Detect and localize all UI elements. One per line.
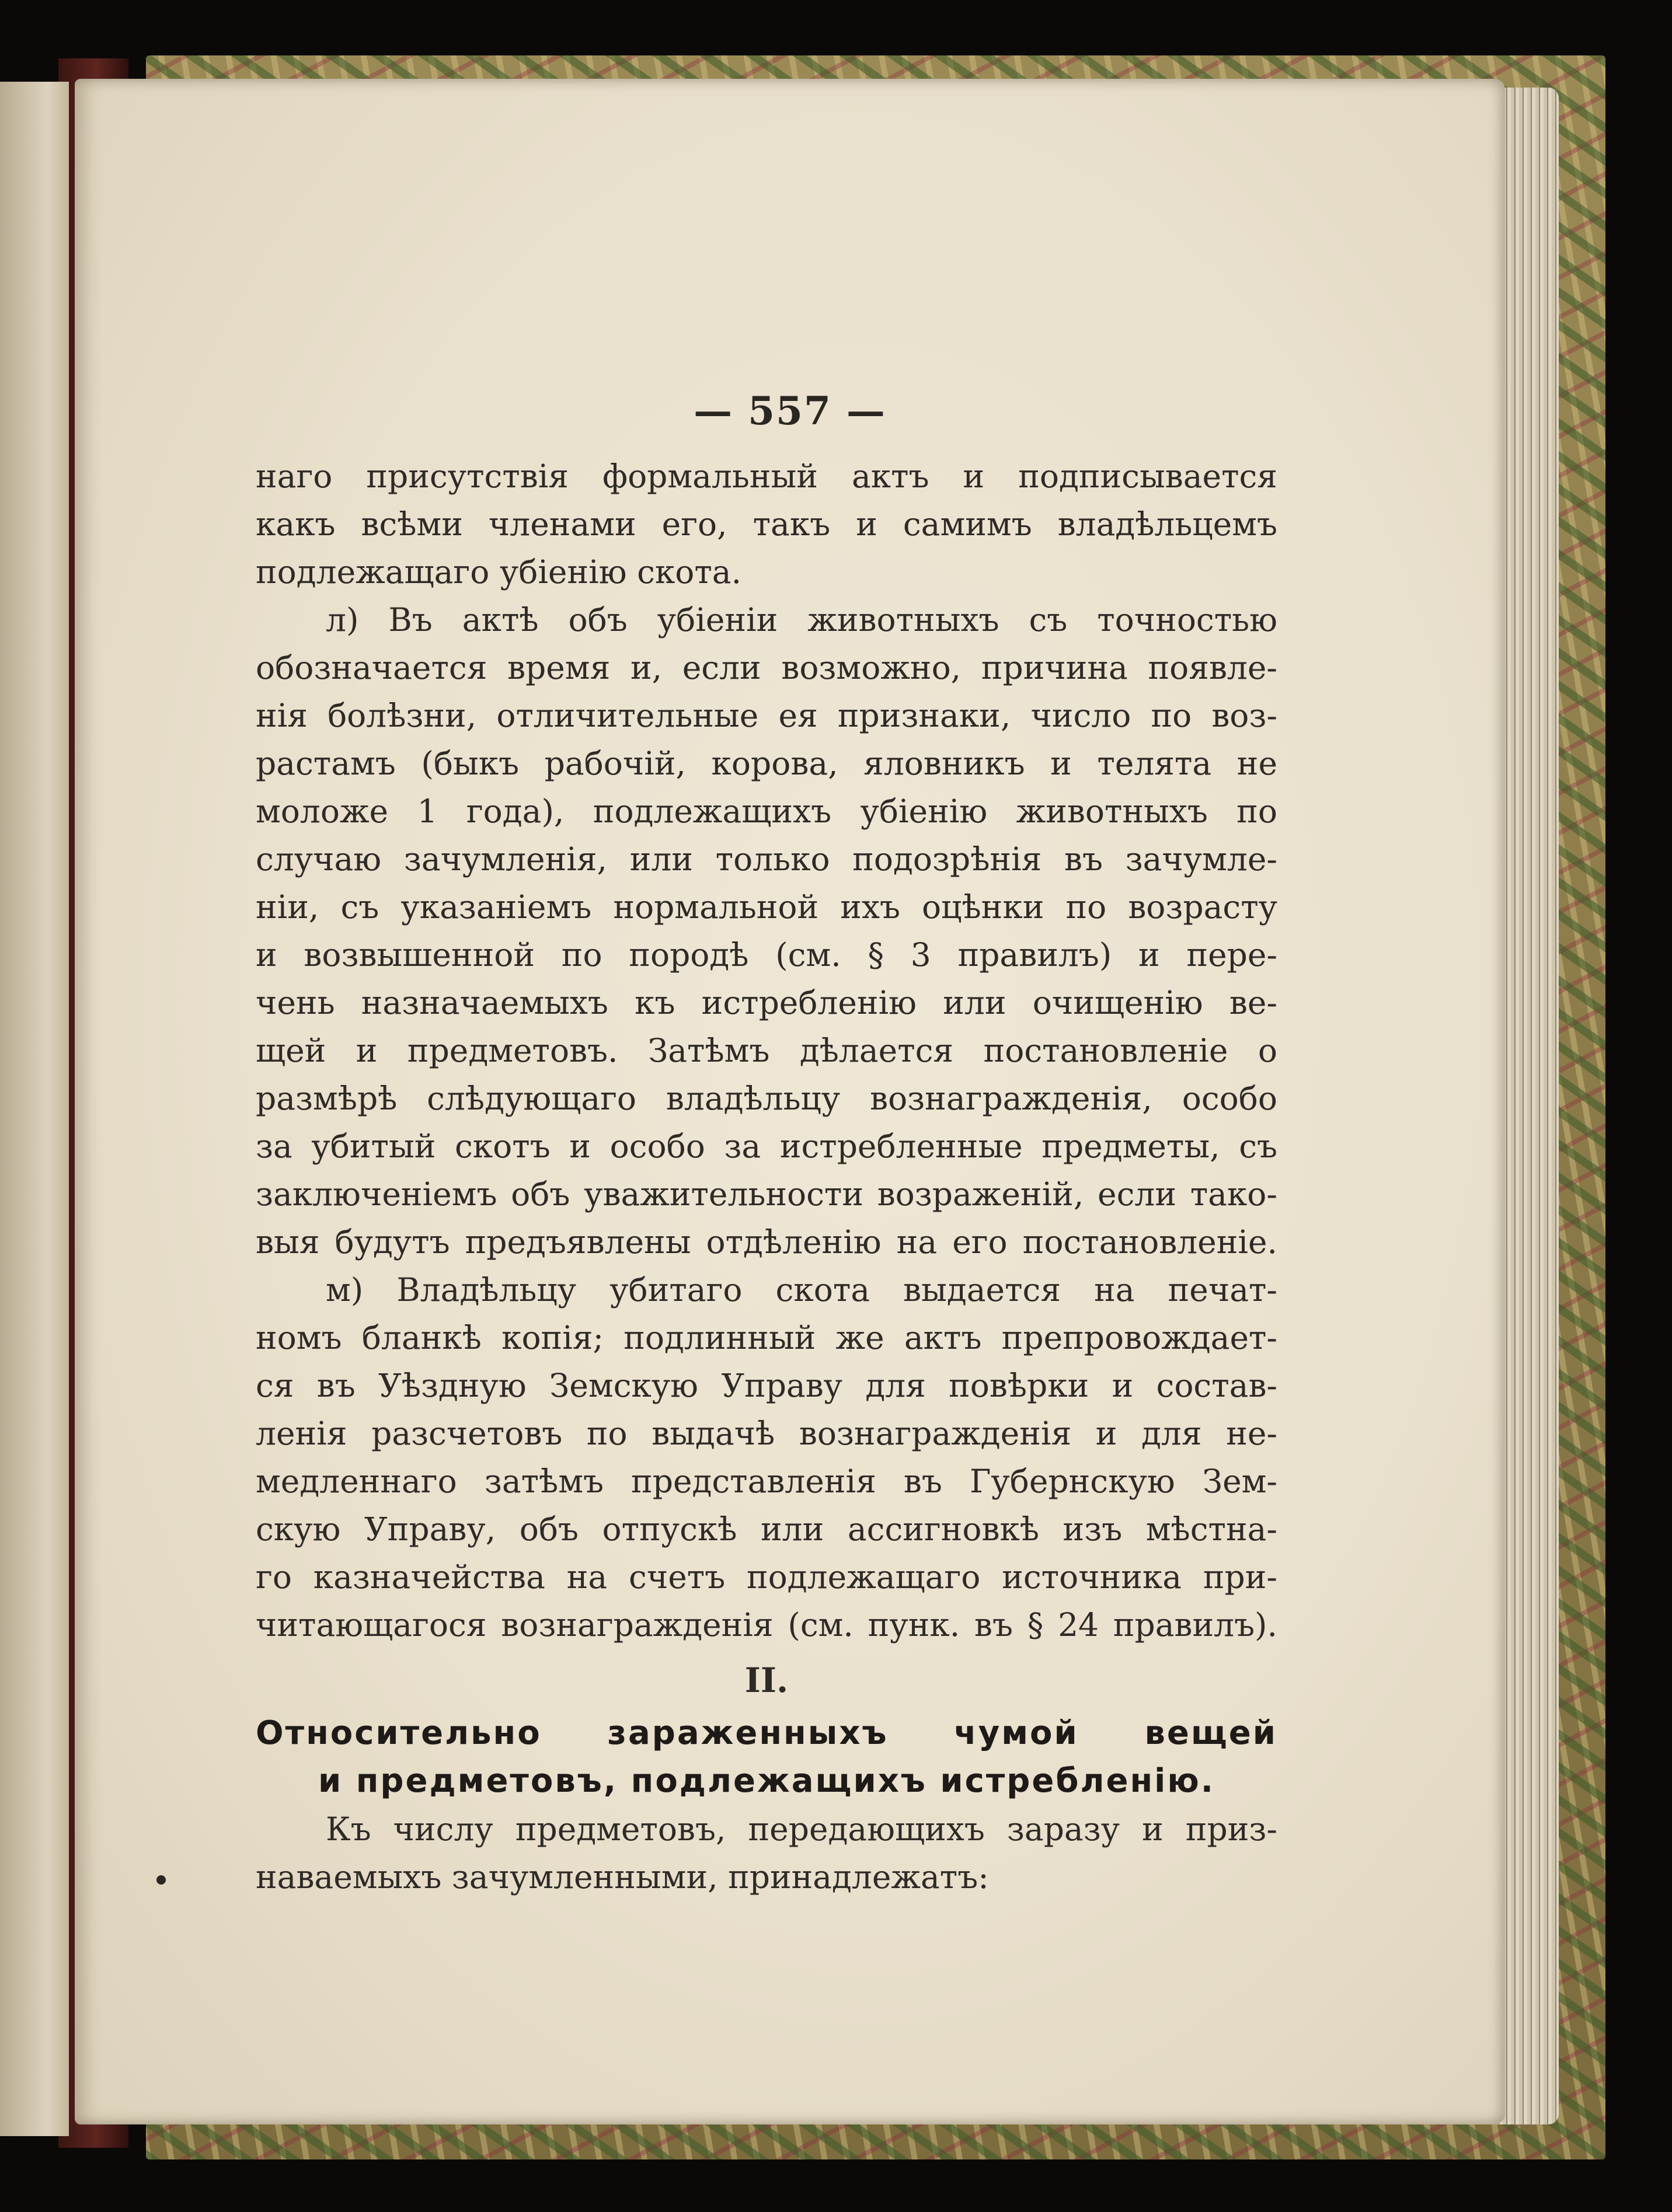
text-line: и возвышенной по породѣ (см. § 3 правилъ) и пере- bbox=[256, 936, 1277, 974]
text-line: случаю зачумленія, или только подозрѣнія въ зачумле- bbox=[256, 840, 1277, 878]
text-line: наваемыхъ зачумленными, принадлежатъ: bbox=[256, 1858, 989, 1896]
section-heading: и предметовъ, подлежащихъ истребленію. bbox=[318, 1762, 1215, 1800]
text-line: щей и предметовъ. Затѣмъ дѣлается постановленіе о bbox=[256, 1032, 1277, 1069]
text-line: ся въ Уѣздную Земскую Управу для повѣрки и состав- bbox=[256, 1367, 1277, 1404]
left-facing-page bbox=[0, 82, 69, 2136]
body-text bbox=[256, 452, 1277, 1901]
text-line: обозначается время и, если возможно, причина появле- bbox=[256, 649, 1277, 686]
text-line: ленія разсчетовъ по выдачѣ вознагражденія и для не- bbox=[256, 1415, 1277, 1452]
text-line: какъ всѣми членами его, такъ и самимъ владѣльцемъ bbox=[256, 505, 1277, 543]
text-line: наго присутствія формальный актъ и подписывается bbox=[256, 458, 1277, 495]
text-line: нія болѣзни, отличительные ея признаки, число по воз- bbox=[256, 697, 1277, 734]
text-line: м) Владѣльцу убитаго скота выдается на печат- bbox=[326, 1271, 1277, 1309]
section-numeral: II. bbox=[744, 1660, 789, 1700]
text-line: ніи, съ указаніемъ нормальной ихъ оцѣнки по возрасту bbox=[256, 888, 1277, 926]
book-page bbox=[75, 79, 1505, 2124]
section-heading: Относительно зараженныхъ чумой вещей bbox=[256, 1714, 1277, 1752]
text-line: го казначейства на счетъ подлежащаго источника при- bbox=[256, 1558, 1277, 1596]
text-line: заключеніемъ объ уважительности возраженій, если тако- bbox=[256, 1175, 1277, 1213]
text-line: выя будутъ предъявлены отдѣленію на его постановленіе. bbox=[256, 1223, 1277, 1261]
text-line: за убитый скотъ и особо за истребленные предметы, съ bbox=[256, 1128, 1277, 1165]
text-line: чень назначаемыхъ къ истребленію или очищенію ве- bbox=[256, 984, 1277, 1021]
margin-dot bbox=[156, 1875, 166, 1885]
text-line: л) Въ актѣ объ убіеніи животныхъ съ точностью bbox=[326, 601, 1277, 639]
text-line: подлежащаго убіенію скота. bbox=[256, 553, 742, 591]
text-line: растамъ (быкъ рабочій, корова, яловникъ и телята не bbox=[256, 745, 1277, 782]
page-number: — 557 — bbox=[694, 388, 886, 434]
text-line: Къ числу предметовъ, передающихъ заразу и приз- bbox=[326, 1810, 1277, 1848]
text-line: номъ бланкѣ копія; подлинный же актъ препровождает- bbox=[256, 1319, 1277, 1356]
text-line: медленнаго затѣмъ представленія въ Губернскую Зем- bbox=[256, 1463, 1277, 1500]
text-line: размѣрѣ слѣдующаго владѣльцу вознагражденія, особо bbox=[256, 1080, 1277, 1117]
text-line: моложе 1 года), подлежащихъ убіенію животныхъ по bbox=[256, 793, 1277, 830]
text-line: скую Управу, объ отпускѣ или ассигновкѣ изъ мѣстна- bbox=[256, 1510, 1277, 1548]
text-line: читающагося вознагражденія (см. пунк. въ § 24 правилъ). bbox=[256, 1606, 1277, 1644]
